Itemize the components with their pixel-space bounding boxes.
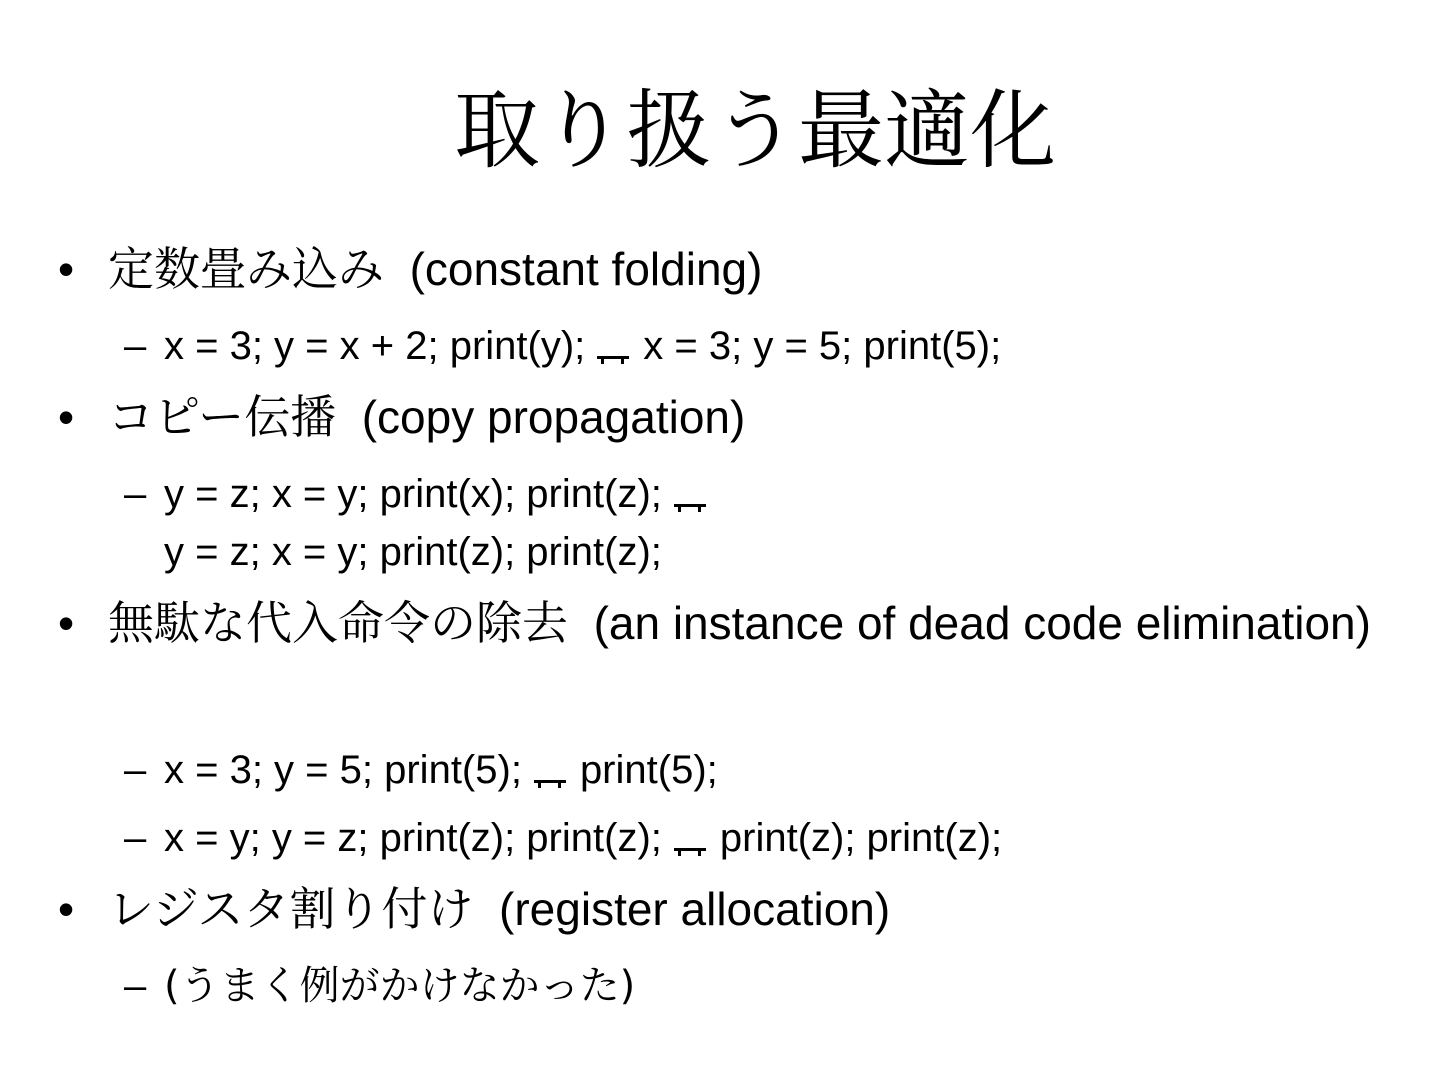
sub-bullet-marker: – bbox=[124, 324, 147, 368]
code-before: x = 3; y = x + 2; print(y); bbox=[164, 324, 586, 368]
code-after: x = 3; y = 5; print(5); bbox=[643, 324, 1002, 368]
bullet-label-jp: 定数畳み込み bbox=[108, 242, 384, 296]
slide-title: 取り扱う最適化 bbox=[454, 81, 1056, 181]
bullet-marker: • bbox=[58, 243, 75, 295]
sub-bullet-marker: – bbox=[124, 472, 147, 516]
arrow-icon bbox=[595, 328, 631, 368]
bullet-label-jp: コピー伝播 bbox=[108, 390, 337, 444]
code-after: y = z; x = y; print(z); print(z); bbox=[164, 530, 662, 574]
sub-bullet-marker: – bbox=[124, 964, 147, 1008]
sub-bullet-marker: – bbox=[124, 816, 147, 860]
code-before: x = 3; y = 5; print(5); bbox=[164, 748, 522, 792]
code-before: x = y; y = z; print(z); print(z); bbox=[164, 816, 662, 860]
bullet-label-jp: 無駄な代入命令の除去 bbox=[108, 596, 568, 650]
code-before: y = z; x = y; print(x); print(z); bbox=[164, 472, 662, 516]
bullet-label-jp: レジスタ割り付け bbox=[108, 882, 474, 936]
bullet-label-en: (an instance of dead code elimination) bbox=[593, 597, 1371, 649]
bullet-marker: • bbox=[58, 597, 75, 649]
bullet-marker: • bbox=[58, 391, 75, 443]
code-after: print(z); print(z); bbox=[719, 816, 1003, 860]
arrow-icon bbox=[672, 476, 708, 516]
bullet-marker: • bbox=[58, 883, 75, 935]
bullet-label-en: (constant folding) bbox=[409, 243, 763, 295]
sub-bullet-marker: – bbox=[124, 748, 147, 792]
bullet-label-en: (register allocation) bbox=[499, 883, 891, 935]
bullet-label-en: (copy propagation) bbox=[361, 391, 746, 443]
arrow-icon bbox=[672, 820, 708, 860]
arrow-icon bbox=[532, 752, 568, 792]
note-text: (うまく例がかけなかった) bbox=[164, 963, 636, 1009]
code-after: print(5); bbox=[579, 748, 718, 792]
